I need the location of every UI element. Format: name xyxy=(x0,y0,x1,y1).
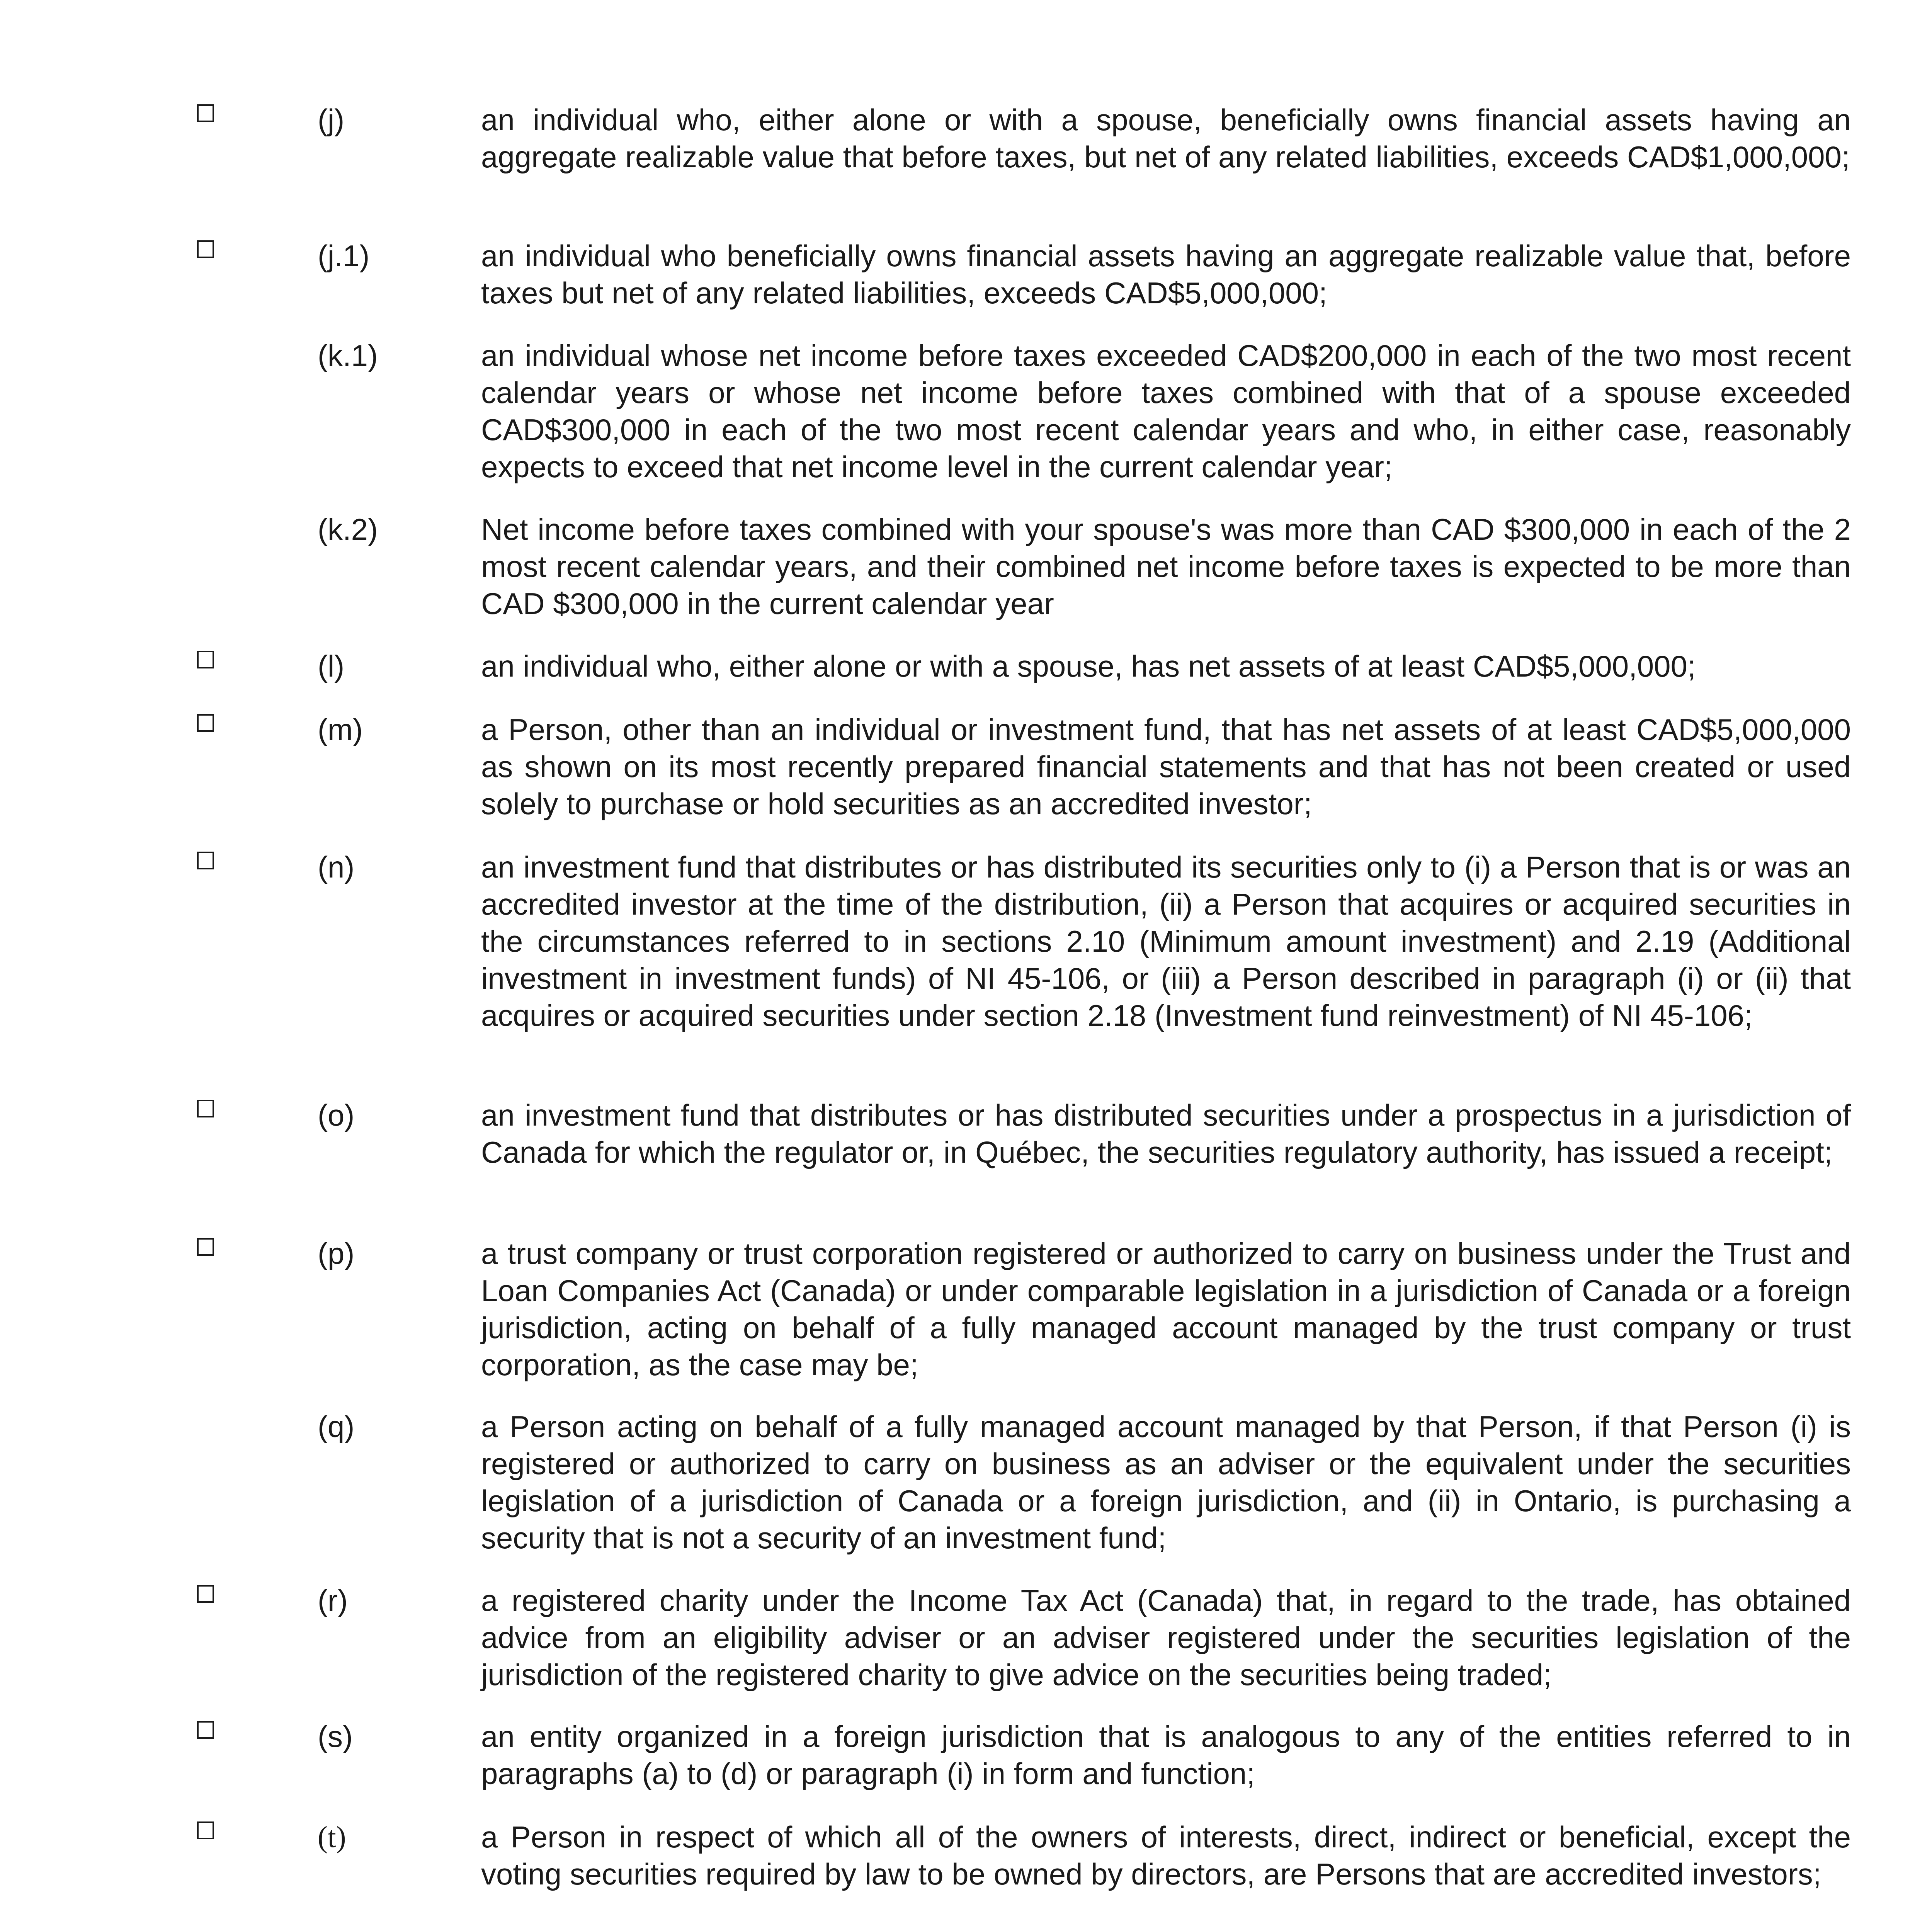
item-label: (j) xyxy=(318,103,345,137)
item-label: (n) xyxy=(318,850,355,884)
item-label: (q) xyxy=(318,1410,355,1444)
item-text: a Person in respect of which all of the owners of interests, direct, indirect or beneficial, except the voting securities required by law to be owned by directors, are Persons that are accredited investors; xyxy=(481,1820,1851,1891)
checkbox-m[interactable] xyxy=(197,714,214,732)
item-text: a Person, other than an individual or investment fund, that has net assets of at least CAD$5,000,000 as shown on its most recently prepared financial statements and that has not been created or used solely to purchase or hold securities as an accredited investor; xyxy=(481,713,1851,821)
item-label: (j.1) xyxy=(318,239,370,273)
item-text: an investment fund that distributes or has distributed securities under a prospectus in a jurisdiction of Canada for which the regulator or, in Québec, the securities regulatory authority, has issued a receipt; xyxy=(481,1098,1851,1169)
item-text: an individual whose net income before taxes exceeded CAD$200,000 in each of the two most recent calendar years or whose net income before taxes combined with that of a spouse exceeded CAD$300,000 in each of the two most recent calendar years and who, in either case, reasonably expects to exceed that net income level in the current calendar year; xyxy=(481,338,1851,484)
item-text: a Person acting on behalf of a fully managed account managed by that Person, if that Person (i) is registered or authorized to carry on business as an adviser or the equivalent under the securities legislation of a jurisdiction of Canada or a foreign jurisdiction, and (ii) in Ontario, is purchasing a security that is not a security of an investment fund; xyxy=(481,1410,1851,1555)
checkbox-n[interactable] xyxy=(197,852,214,869)
checkbox-j[interactable] xyxy=(197,104,214,122)
item-text: a registered charity under the Income Tax Act (Canada) that, in regard to the trade, has obtained advice from an eligibility adviser or an adviser registered under the securities legislation of the jurisdiction of the registered charity to give advice on the securities being traded; xyxy=(481,1583,1851,1692)
item-label: (p) xyxy=(318,1236,355,1270)
item-text: an entity organized in a foreign jurisdiction that is analogous to any of the entities referred to in paragraphs (a) to (d) or paragraph (i) in form and function; xyxy=(481,1719,1851,1791)
checkbox-t[interactable] xyxy=(197,1821,214,1839)
checkbox-j1[interactable] xyxy=(197,240,214,258)
checkbox-l[interactable] xyxy=(197,651,214,668)
item-text: an individual who, either alone or with a spouse, has net assets of at least CAD$5,000,000; xyxy=(481,649,1696,683)
item-label: (m) xyxy=(318,713,363,747)
item-label: (t) xyxy=(318,1820,346,1854)
item-label: (k.1) xyxy=(318,338,378,372)
checkbox-s[interactable] xyxy=(197,1721,214,1739)
item-text: an individual who, either alone or with a spouse, beneficially owns financial assets having an aggregate realizable value that before taxes, but net of any related liabilities, exceeds CAD$1,000,000; xyxy=(481,103,1851,174)
item-text: Net income before taxes combined with your spouse's was more than CAD $300,000 in each of the 2 most recent calendar years, and their combined net income before taxes is expected to be more than CAD $300,000 in the current calendar year xyxy=(481,512,1851,621)
checkbox-r[interactable] xyxy=(197,1585,214,1603)
item-label: (o) xyxy=(318,1098,355,1132)
item-label: (r) xyxy=(318,1583,348,1617)
checkbox-o[interactable] xyxy=(197,1100,214,1117)
item-label: (k.2) xyxy=(318,512,378,546)
item-label: (l) xyxy=(318,649,345,683)
item-text: an investment fund that distributes or has distributed its securities only to (i) a Person that is or was an accredited investor at the time of the distribution, (ii) a Person that acquires or acquired securities in the circumstances referred to in sections 2.10 (Minimum amount investment) and 2.19 (Additional investment in investment funds) of NI 45-106, or (iii) a Person described in paragraph (i) or (ii) that acquires or acquired securities under section 2.18 (Investment fund reinvestment) of NI 45-106; xyxy=(481,850,1851,1032)
item-label: (s) xyxy=(318,1719,353,1753)
checkbox-p[interactable] xyxy=(197,1238,214,1256)
item-text: an individual who beneficially owns financial assets having an aggregate realizable value that, before taxes but net of any related liabilities, exceeds CAD$5,000,000; xyxy=(481,239,1851,310)
item-text: a trust company or trust corporation registered or authorized to carry on business under the Trust and Loan Companies Act (Canada) or under comparable legislation in a jurisdiction of Canada or a foreign jurisdiction, acting on behalf of a fully managed account managed by the trust company or trust corporation, as the case may be; xyxy=(481,1236,1851,1382)
